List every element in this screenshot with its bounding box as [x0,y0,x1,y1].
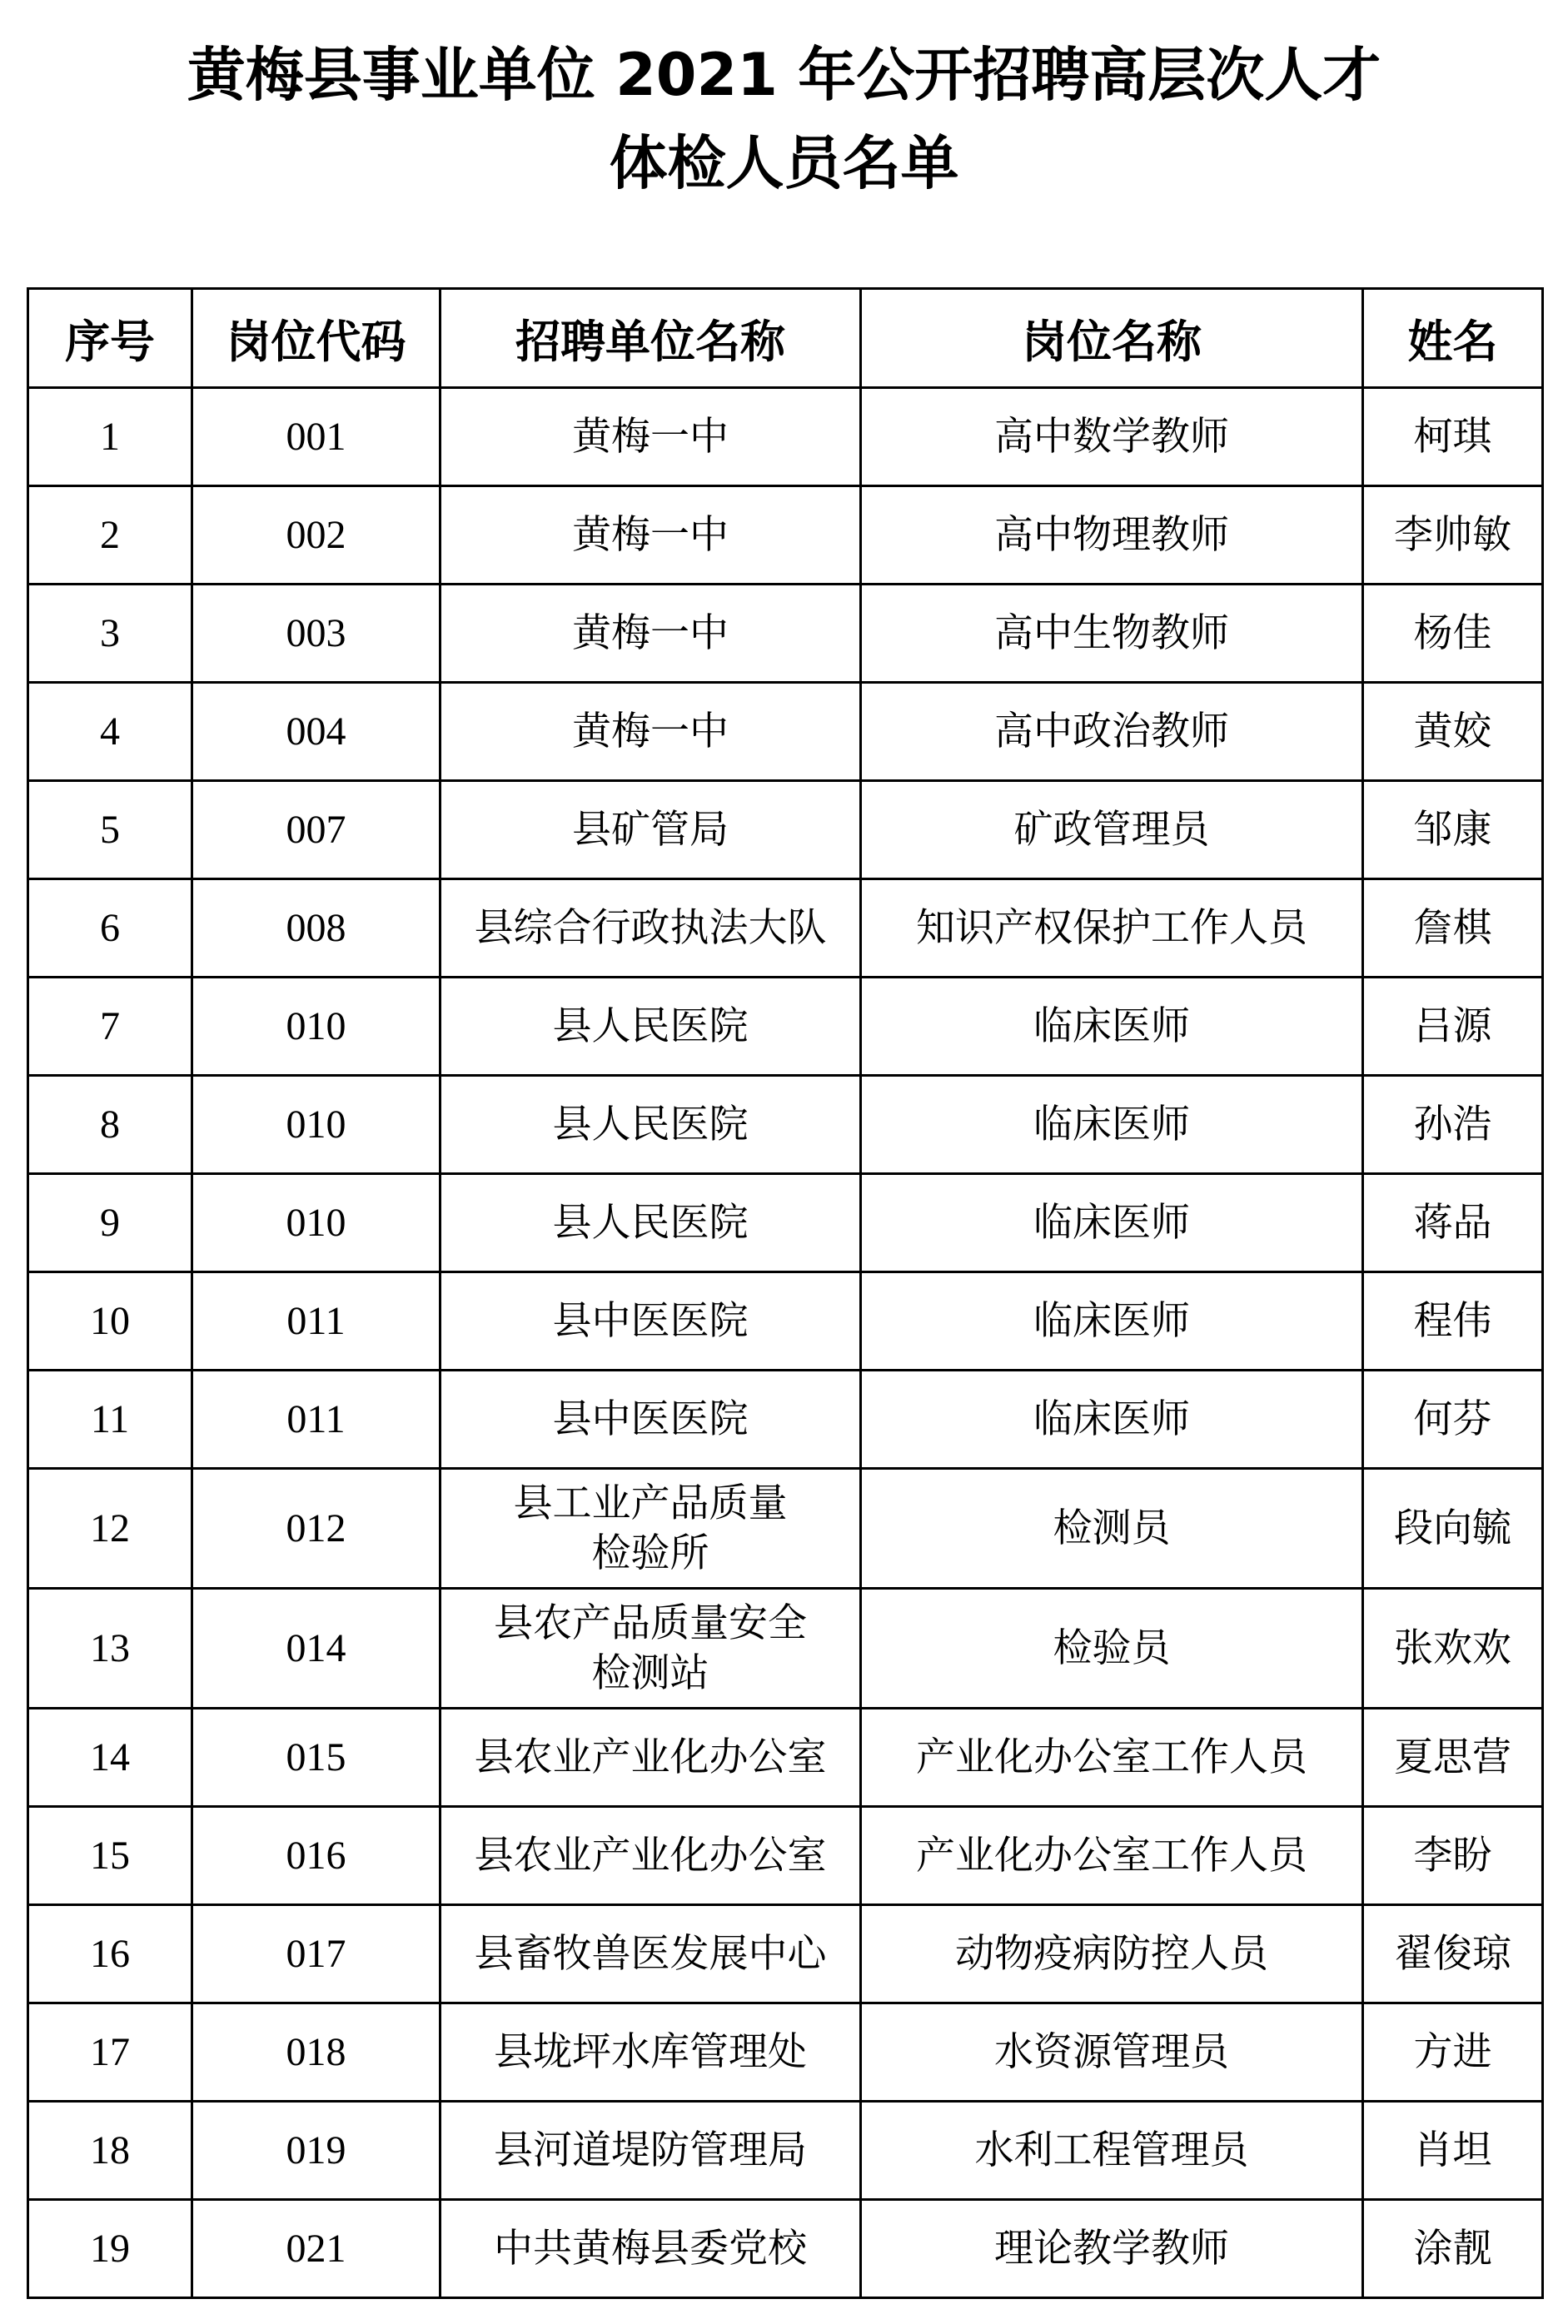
cell-code: 011 [192,1272,441,1371]
cell-code: 016 [192,1807,441,1905]
cell-unit: 县综合行政执法大队 [441,879,861,978]
cell-serial: 2 [28,486,192,585]
cell-position: 临床医师 [861,1076,1363,1174]
cell-name: 何芬 [1363,1371,1543,1469]
exam-roster-table [27,287,1544,2299]
cell-position: 产业化办公室工作人员 [861,1807,1363,1905]
cell-position: 高中生物教师 [861,585,1363,683]
cell-unit: 县农业产业化办公室 [441,1709,861,1807]
cell-unit: 县中医医院 [441,1272,861,1371]
cell-unit: 县农业产业化办公室 [441,1807,861,1905]
cell-name: 黄姣 [1363,683,1543,781]
cell-unit [441,1589,861,1709]
cell-unit-line: 检验所 [591,1530,709,1576]
cell-serial: 12 [28,1469,192,1589]
cell-code: 003 [192,585,441,683]
cell-unit: 县垅坪水库管理处 [441,2003,861,2102]
table-row [28,1905,1543,2003]
cell-position: 检测员 [861,1469,1363,1589]
cell-code: 017 [192,1905,441,2003]
table-row [28,1709,1543,1807]
cell-code: 001 [192,388,441,486]
table-header-row [28,289,1543,388]
cell-serial: 8 [28,1076,192,1174]
cell-unit [441,1469,861,1589]
cell-serial: 1 [28,388,192,486]
cell-name: 涂靓 [1363,2200,1543,2298]
cell-unit: 黄梅一中 [441,585,861,683]
cell-code: 010 [192,978,441,1076]
cell-code: 010 [192,1174,441,1272]
table-row [28,683,1543,781]
cell-serial: 17 [28,2003,192,2102]
table-row [28,1076,1543,1174]
table-row [28,1371,1543,1469]
header-position-name: 岗位名称 [861,289,1363,388]
header-serial: 序号 [28,289,192,388]
cell-code: 002 [192,486,441,585]
cell-name: 邹康 [1363,781,1543,879]
table-row [28,2003,1543,2102]
document-subtitle: 体检人员名单 [609,129,959,197]
cell-serial: 5 [28,781,192,879]
cell-unit: 县人民医院 [441,978,861,1076]
header-unit-name: 招聘单位名称 [441,289,861,388]
table-row [28,388,1543,486]
cell-code: 011 [192,1371,441,1469]
cell-serial: 3 [28,585,192,683]
cell-name: 蒋品 [1363,1174,1543,1272]
table-row [28,2200,1543,2298]
table-row [28,1589,1543,1709]
cell-serial: 19 [28,2200,192,2298]
cell-unit: 县畜牧兽医发展中心 [441,1905,861,2003]
cell-position: 检验员 [861,1589,1363,1709]
cell-name: 李帅敏 [1363,486,1543,585]
cell-name: 柯琪 [1363,388,1543,486]
cell-serial: 16 [28,1905,192,2003]
cell-code: 014 [192,1589,441,1709]
cell-name: 肖坦 [1363,2102,1543,2200]
table-row [28,1174,1543,1272]
cell-code: 008 [192,879,441,978]
header-person-name: 姓名 [1363,289,1543,388]
table-row [28,1272,1543,1371]
cell-serial: 13 [28,1589,192,1709]
cell-code: 018 [192,2003,441,2102]
cell-code: 021 [192,2200,441,2298]
cell-serial: 9 [28,1174,192,1272]
cell-code: 012 [192,1469,441,1589]
cell-position: 理论教学教师 [861,2200,1363,2298]
cell-unit: 县中医医院 [441,1371,861,1469]
cell-position: 临床医师 [861,1371,1363,1469]
document-title: 黄梅县事业单位 2021 年公开招聘高层次人才 [187,41,1381,109]
cell-name: 孙浩 [1363,1076,1543,1174]
cell-serial: 11 [28,1371,192,1469]
cell-unit: 黄梅一中 [441,388,861,486]
cell-name: 詹棋 [1363,879,1543,978]
cell-unit-line: 县工业产品质量 [513,1480,788,1526]
cell-position: 动物疫病防控人员 [861,1905,1363,2003]
cell-serial: 6 [28,879,192,978]
cell-code: 019 [192,2102,441,2200]
cell-unit: 黄梅一中 [441,486,861,585]
cell-position: 产业化办公室工作人员 [861,1709,1363,1807]
cell-serial: 4 [28,683,192,781]
table-row [28,486,1543,585]
cell-unit: 县人民医院 [441,1174,861,1272]
cell-position: 水利工程管理员 [861,2102,1363,2200]
cell-serial: 15 [28,1807,192,1905]
table-row [28,1469,1543,1589]
cell-unit: 黄梅一中 [441,683,861,781]
cell-serial: 14 [28,1709,192,1807]
cell-name: 李盼 [1363,1807,1543,1905]
cell-code: 004 [192,683,441,781]
cell-unit: 中共黄梅县委党校 [441,2200,861,2298]
cell-name: 张欢欢 [1363,1589,1543,1709]
cell-unit-line: 县农产品质量安全 [494,1600,807,1646]
cell-unit: 县人民医院 [441,1076,861,1174]
cell-unit: 县河道堤防管理局 [441,2102,861,2200]
cell-unit: 县矿管局 [441,781,861,879]
cell-position: 矿政管理员 [861,781,1363,879]
table-row [28,978,1543,1076]
header-position-code: 岗位代码 [192,289,441,388]
cell-unit-line: 检测站 [591,1650,709,1696]
cell-name: 段向毓 [1363,1469,1543,1589]
table-row [28,585,1543,683]
cell-code: 007 [192,781,441,879]
cell-position: 高中政治教师 [861,683,1363,781]
cell-position: 临床医师 [861,1174,1363,1272]
cell-name: 吕源 [1363,978,1543,1076]
cell-serial: 18 [28,2102,192,2200]
cell-code: 015 [192,1709,441,1807]
table-row [28,781,1543,879]
cell-position: 高中物理教师 [861,486,1363,585]
cell-name: 方进 [1363,2003,1543,2102]
table-row [28,2102,1543,2200]
cell-position: 知识产权保护工作人员 [861,879,1363,978]
cell-name: 杨佳 [1363,585,1543,683]
cell-position: 水资源管理员 [861,2003,1363,2102]
cell-serial: 7 [28,978,192,1076]
cell-position: 临床医师 [861,1272,1363,1371]
cell-position: 高中数学教师 [861,388,1363,486]
table-row [28,1807,1543,1905]
cell-name: 翟俊琼 [1363,1905,1543,2003]
cell-position: 临床医师 [861,978,1363,1076]
cell-name: 程伟 [1363,1272,1543,1371]
table-row [28,879,1543,978]
cell-name: 夏思营 [1363,1709,1543,1807]
cell-serial: 10 [28,1272,192,1371]
cell-code: 010 [192,1076,441,1174]
